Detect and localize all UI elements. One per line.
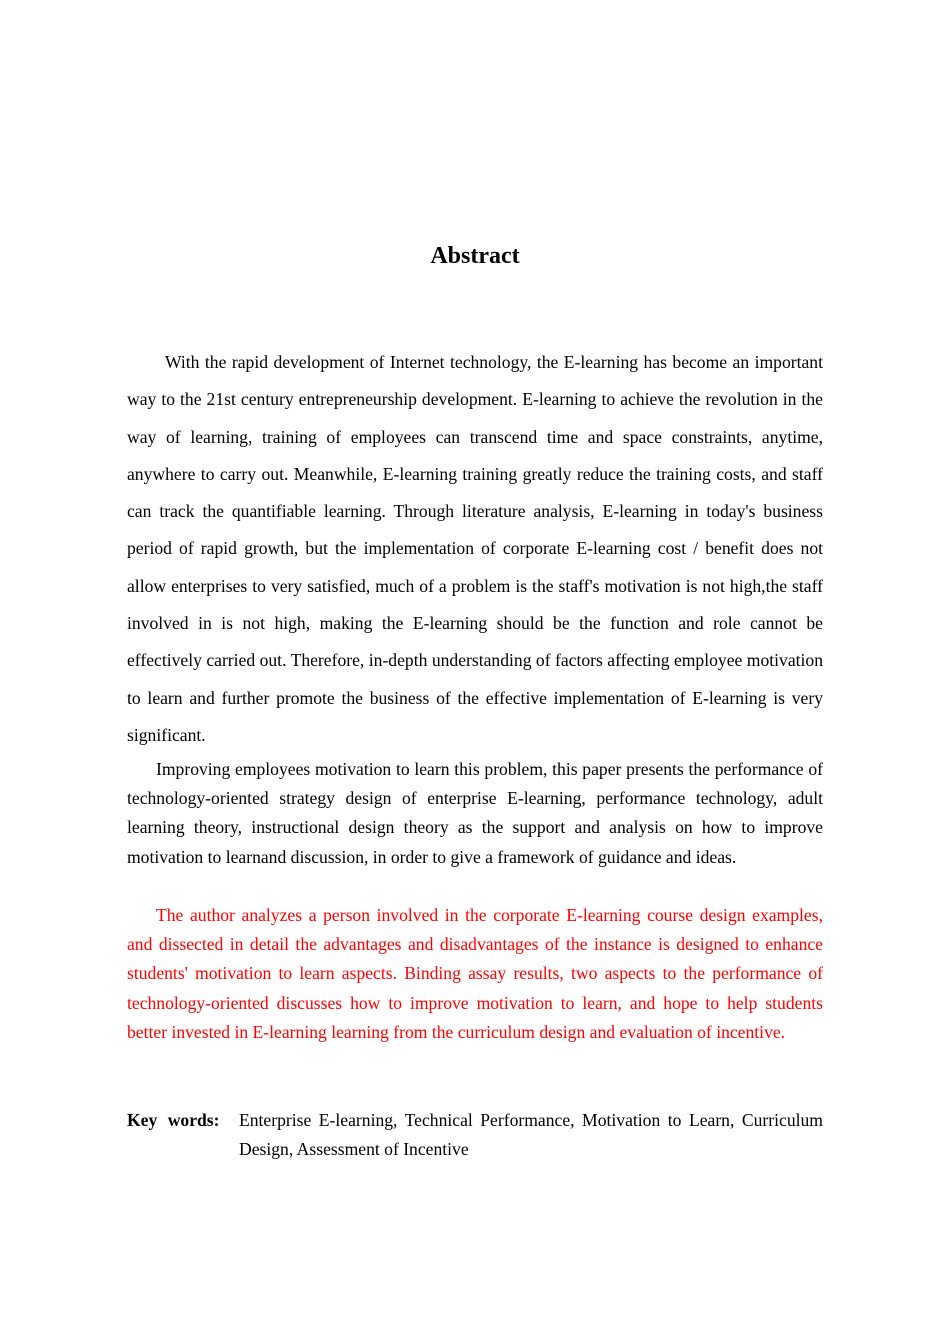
abstract-paragraph-3-highlighted: The author analyzes a person involved in the corporate E-learning course design examples, and dissected in detail the advantages and disadvantages of the instance is designed to enhance students' motivation to learn aspects. Binding assay results, two aspects to the performance of technology-oriented discusses how to improve motivation to learn, and hope to help students better invested in E-learning learning from the curriculum design and evaluation of incentive. [127,905,823,1042]
keywords-section [127,1106,823,1164]
keywords-label: Key words: [127,1110,220,1130]
abstract-paragraph-2: Improving employees motivation to learn this problem, this paper presents the performance of technology-oriented strategy design of enterprise E-learning, performance technology, adult learning theory, instructional design theory as the support and analysis on how to improve motivation to learnand discussion, in order to give a framework of guidance and ideas. [127,759,823,867]
keywords-list: Enterprise E-learning, Technical Performance, Motivation to Learn, Curriculum Design, Assessment of Incentive [239,1110,823,1160]
abstract-paragraph-1: With the rapid development of Internet technology, the E-learning has become an important way to the 21st century entrepreneurship development. E-learning to achieve the revolution in the way of learning, training of employees can transcend time and space constraints, anytime, anywhere to carry out. Meanwhile, E-learning training greatly reduce the training costs, and staff can track the quantifiable learning. Through literature analysis, E-learning in today's business period of rapid growth, but the implementation of corporate E-learning cost / benefit does not allow enterprises to very satisfied, much of a problem is the staff's motivation is not high,the staff involved in is not high, making the E-learning should be the function and role cannot be effectively carried out. Therefore, in-depth understanding of factors affecting employee motivation to learn and further promote the business of the effective implementation of E-learning is very significant. [127,352,823,745]
page-title: Abstract [430,243,520,269]
